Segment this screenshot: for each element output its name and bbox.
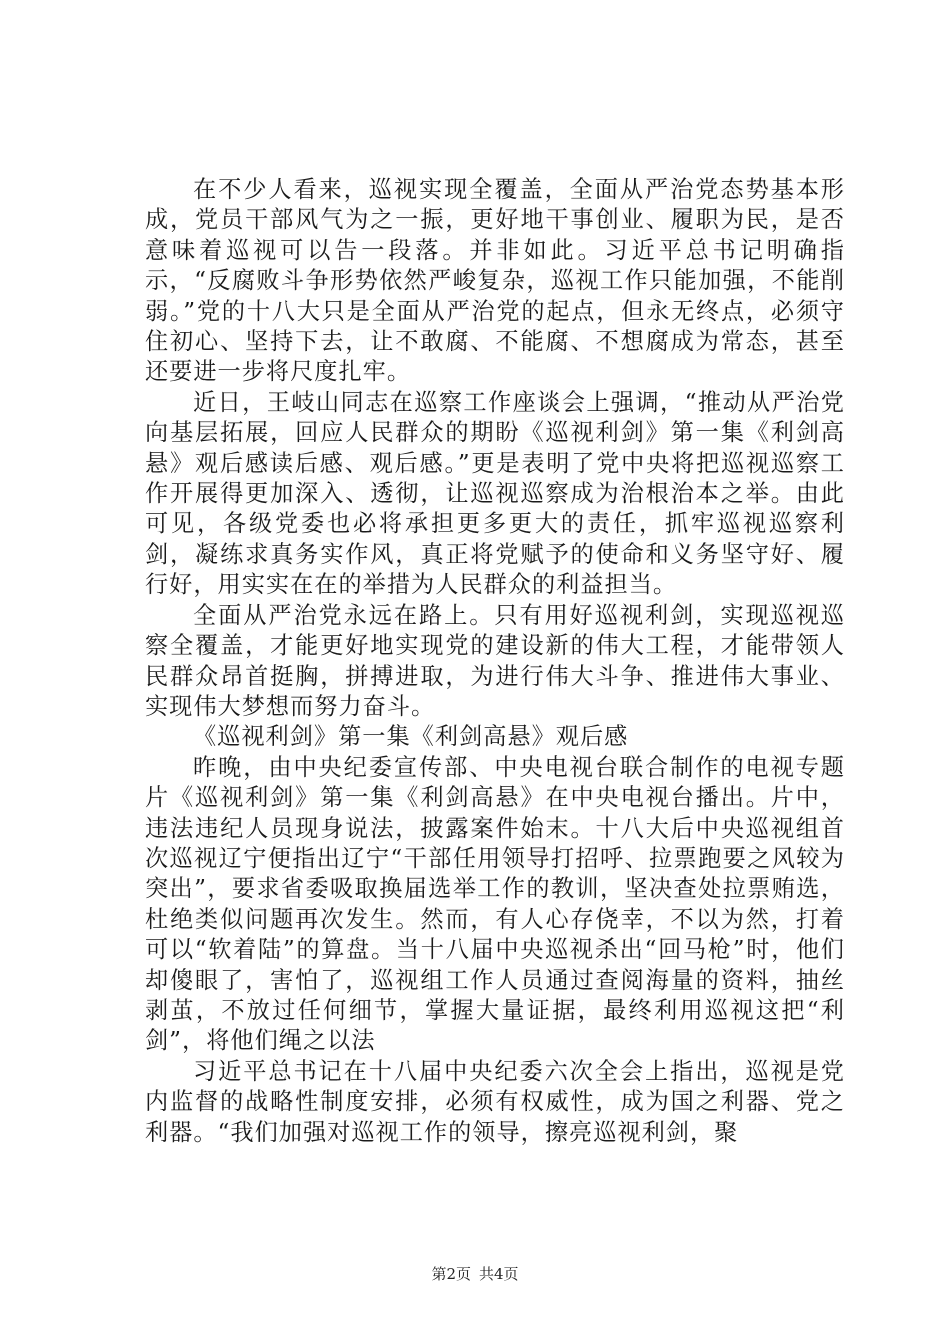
section-heading: 《巡视利剑》第一集《利剑高悬》观后感 [193, 723, 629, 751]
paragraph-1: 在不少人看来，巡视实现全覆盖，全面从严治党态势基本形成，党员干部风气为之一振，更好地干事创业、履职为民，是否意味着巡视可以告一段落。并非如此。习近平总书记明确指示，“反腐败斗争形势依然严峻复杂，巡视工作只能加强，不能削弱。”党的十八大只是全面从严治党的起点，但永无终点，必须守住初心、坚持下去，让不敢腐、不能腐、不想腐成为常态，甚至还要进一步将尺度扎牢。 [145, 176, 845, 386]
paragraph-5: 昨晚，由中央纪委宣传部、中央电视台联合制作的电视专题片《巡视利剑》第一集《利剑高悬》在中央电视台播出。片中，违法违纪人员现身说法，披露案件始末。十八大后中央巡视组首次巡视辽宁便指出辽宁“干部任用领导打招呼、拉票跑要之风较为突出”，要求省委吸取换届选举工作的教训，坚决查处拉票贿选，杜绝类似问题再次发生。然而，有人心存侥幸，不以为然，打着可以“软着陆”的算盘。当十八届中央巡视杀出“回马枪”时，他们却傻眼了，害怕了，巡视组工作人员通过查阅海量的资料，抽丝剥茧，不放过任何细节，掌握大量证据，最终利用巡视这把“利剑”，将他们绳之以法 [145, 753, 845, 1055]
document-body [145, 175, 845, 1148]
paragraph-6: 习近平总书记在十八届中央纪委六次全会上指出，巡视是党内监督的战略性制度安排，必须有权威性，成为国之利器、党之利器。“我们加强对巡视工作的领导，擦亮巡视利剑，聚 [145, 1057, 845, 1146]
total-pages: 共4页 [479, 1265, 519, 1283]
page-number: 第2页 [431, 1265, 471, 1283]
page-footer [0, 1264, 950, 1284]
paragraph-3: 全面从严治党永远在路上。只有用好巡视利剑，实现巡视巡察全覆盖，才能更好地实现党的建设新的伟大工程，才能带领人民群众昂首挺胸，拼搏进取，为进行伟大斗争、推进伟大事业、实现伟大梦想而努力奋斗。 [145, 601, 845, 720]
paragraph-2: 近日，王岐山同志在巡察工作座谈会上强调，“推动从严治党向基层拓展，回应人民群众的期盼《巡视利剑》第一集《利剑高悬》观后感读后感、观后感。”更是表明了党中央将把巡视巡察工作开展得更加深入、透彻，让巡视巡察成为治根治本之举。由此可见，各级党委也必将承担更多更大的责任，抓牢巡视巡察利剑，凝练求真务实作风，真正将党赋予的使命和义务坚守好、履行好，用实实在在的举措为人民群众的利益担当。 [145, 388, 845, 599]
